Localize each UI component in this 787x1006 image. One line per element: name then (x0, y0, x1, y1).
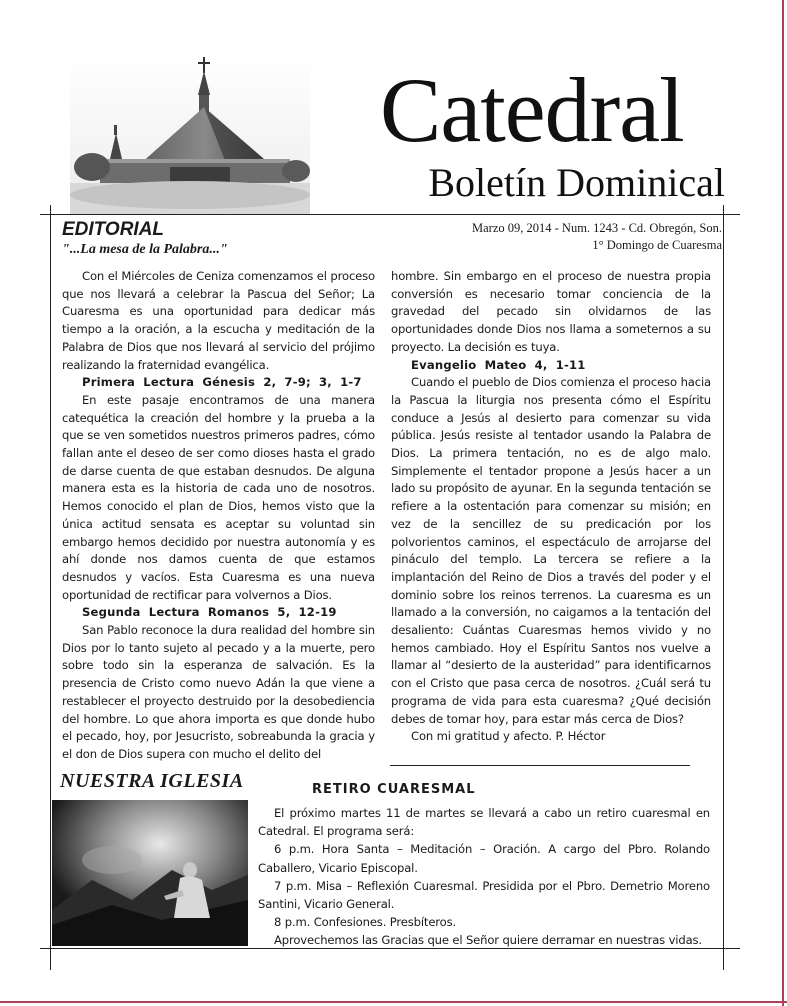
page-edge-line (782, 0, 784, 1006)
retiro-title: RETIRO CUARESMAL (312, 782, 476, 797)
retiro-item: 7 p.m. Misa – Reflexión Cuaresmal. Presidida por el Pbro. Demetrio Moreno Santini, Vicario General. (258, 878, 710, 912)
nuestra-iglesia-heading: NUESTRA IGLESIA (60, 770, 244, 792)
reading-heading-romanos: Segunda Lectura Romanos 5, 12-19 (82, 605, 337, 620)
retiro-text (258, 804, 710, 950)
paragraph: hombre. Sin embargo en el proceso de nuestra propia conversión es necesario tomar conciencia de la gravedad del pecado sin olvidarnos de las oportunidades donde Dios nos llama a someternos a su proyecto. La decisión es tuya. (391, 269, 711, 354)
dateline-sunday: 1° Domingo de Cuaresma (592, 238, 722, 252)
page-bottom-line (0, 1001, 787, 1003)
masthead-subtitle: Boletín Dominical (428, 160, 725, 205)
editorial-heading: EDITORIAL (62, 219, 165, 240)
masthead-title: Catedral (380, 59, 684, 161)
christ-praying-photo (52, 800, 248, 946)
paragraph: En este pasaje encontramos de una manera catequética la creación del hombre y la prueba a la que se ven sometidos nuestros primeros padres, cómo fallan ante el deseo de ser como dioses hasta el grado de darse cuenta de que estaban desnudos. De alguna manera esta es la historia de cada uno de nosotros. Hemos conocido el plan de Dios, hemos visto que la única actitud sensata es aceptar su voluntad sin embargo hemos decidido por nuestra autonomía y es ahí donde nos damos cuenta de que estamos desnudos y vacíos. Esta Cuaresma es una nueva oportunidad de rectificar para volvernos a Dios. (62, 392, 375, 602)
retiro-item: 6 p.m. Hora Santa – Meditación – Oración. A cargo del Pbro. Rolando Caballero, Vicario Episcopal. (258, 842, 710, 875)
editorial-left-column (62, 268, 375, 764)
editorial-right-column (391, 268, 711, 746)
paragraph: San Pablo reconoce la dura realidad del hombre sin Dios por lo tanto sujeto al pecado y a la muerte, pero sobre todo sin la esperanza de salvación. Es la presencia de Cristo como nuevo Adán la que viene a restablecer el proyecto destruido por la desobediencia del hombre. Lo que ahora importa es que donde hubo el pecado, hoy, por Jesucristo, sobreabunda la gracia y el don de Dios supera con mucho el delito del (62, 623, 375, 761)
reading-heading-genesis: Primera Lectura Génesis 2, 7-9; 3, 1-7 (82, 375, 362, 390)
dateline-issue: Marzo 09, 2014 - Num. 1243 - Cd. Obregón, Son. (472, 221, 722, 235)
right-vertical-rule (723, 205, 724, 970)
header-rule (40, 214, 740, 215)
retiro-item: 8 p.m. Confesiones. Presbíteros. (274, 915, 457, 930)
paragraph: Con el Miércoles de Ceniza comenzamos el proceso que nos llevará a celebrar la Pascua del Señor; La Cuaresma es una oportunidad para dedicar más tiempo a la oración, a la escucha y meditación de la Palabra de Dios que nos llevará al servicio del prójimo realizando la fraternidad evangélica. (62, 269, 375, 372)
reading-heading-evangelio: Evangelio Mateo 4, 1-11 (411, 357, 586, 372)
editorial-subheading: "...La mesa de la Palabra..." (62, 242, 228, 257)
dateline (395, 220, 722, 254)
left-vertical-rule (50, 205, 51, 970)
section-rule (390, 765, 690, 766)
paragraph: Cuando el pueblo de Dios comienza el proceso hacia la Pascua la liturgia nos presenta cómo el Espíritu conduce a Jesús al desierto para comenzar su vida pública. Jesús resiste al tentador usando la Palabra de Dios. La primera tentación, no es de algo malo. Simplemente el tentador propone a Jesús hacer a un lado su propósito de ayunar. En la segunda tentación se refiere a la ostentación para comenzar su misión; en vez de la sencillez de su predicación por los polvorientos caminos, el espectáculo de arrojarse del pináculo del templo. La tercera se refiere a la implantación del Reino de Dios a través del poder y el dominio sobre los reinos terrenos. La cuaresma es un llamado a la conversión, no caigamos a la tentación del desaliento: Cuántas Cuaresmas hemos vivido y no hemos cambiado. Hoy el Espíritu Santos nos vuelve a llamar al “desierto de la austeridad” para identificarnos con el Cristo que pasa cerca de nosotros. ¿Cuál será tu programa de vida para esta cuaresma? ¿Qué decisión debes de tomar hoy, para estar más cerca de Dios? (391, 375, 711, 726)
church-photo (70, 55, 310, 215)
retiro-closing: Aprovechemos las Gracias que el Señor quiere derramar en nuestras vidas. (274, 933, 702, 948)
signoff: Con mi gratitud y afecto. P. Héctor (411, 729, 606, 744)
retiro-intro: El próximo martes 11 de martes se llevará a cabo un retiro cuaresmal en Catedral. El programa será: (258, 806, 710, 839)
